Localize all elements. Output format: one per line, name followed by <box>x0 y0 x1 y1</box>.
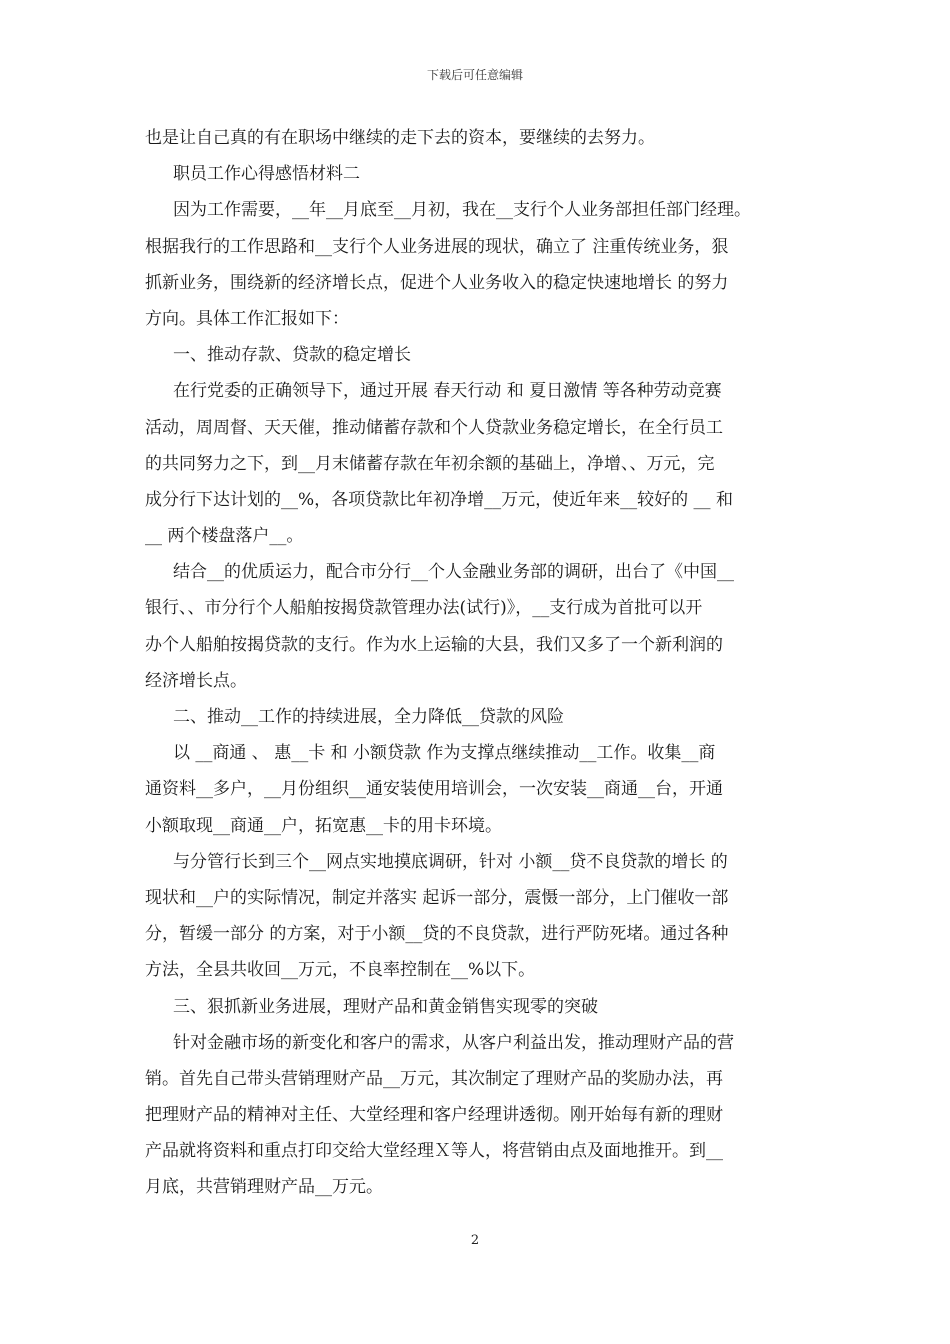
text-line: 的共同努力之下，到__月末储蓄存款在年初余额的基础上，净增、、万元，完 <box>145 453 715 474</box>
text-line: 抓新业务，围绕新的经济增长点，促进个人业务收入的稳定快速地增长 的努力 <box>145 272 729 293</box>
document-body <box>145 120 807 1206</box>
text-line: 通资料__多户，__月份组织__通安装使用培训会，一次安装__商通__台，开通 <box>145 779 723 800</box>
text-line: 银行、、市分行个人船舶按揭贷款管理办法(试行)》，__支行成为首批可以开 <box>145 598 703 619</box>
text-line: __ 两个楼盘落户__。 <box>145 526 304 547</box>
paragraph-start: 针对金融市场的新变化和客户的需求，从客户利益出发，推动理财产品的营 <box>173 1032 734 1053</box>
text-line: 月底，共营销理财产品__万元。 <box>145 1177 383 1198</box>
section-heading: 三、狠抓新业务进展，理财产品和黄金销售实现零的突破 <box>173 996 598 1017</box>
paragraph-start: 与分管行长到三个__网点实地摸底调研，针对 小额__贷不良贷款的增长 的 <box>173 851 728 872</box>
paragraph-start: 以 __商通 、 惠__卡 和 小额贷款 作为支撑点继续推动__工作。收集__商 <box>173 743 716 764</box>
text-line: 方向。具体工作汇报如下： <box>145 308 349 329</box>
text-line: 产品就将资料和重点打印交给大堂经理Ｘ等人，将营销由点及面地推开。到__ <box>145 1141 723 1162</box>
text-line: 小额取现__商通__户，拓宽惠__卡的用卡环境。 <box>145 815 502 836</box>
text-line: 现状和__户的实际情况，制定并落实 起诉一部分，震慑一部分，上门催收一部 <box>145 887 729 908</box>
text-line: 成分行下达计划的__%，各项贷款比年初净增__万元，使近年来__较好的 __ 和 <box>145 489 733 510</box>
text-line: 也是让自己真的有在职场中继续的走下去的资本，要继续的去努力。 <box>145 128 655 148</box>
text-line: 办个人船舶按揭贷款的支行。作为水上运输的大县，我们又多了一个新利润的 <box>145 634 723 655</box>
paragraph-start: 在行党委的正确领导下，通过开展 春天行动 和 夏日激情 等各种劳动竞赛 <box>173 381 722 402</box>
section-heading: 二、推动__工作的持续进展，全力降低__贷款的风险 <box>173 707 564 727</box>
text-line: 销。首先自己带头营销理财产品__万元，其次制定了理财产品的奖励办法，再 <box>145 1068 723 1089</box>
section-title: 职员工作心得感悟材料二 <box>173 164 360 185</box>
page-header: 下载后可任意编辑 <box>426 68 523 82</box>
text-line: 分，暂缓一部分 的方案，对于小额__贷的不良贷款，进行严防死堵。通过各种 <box>145 924 729 945</box>
text-line: 活动，周周督、天天催，推动储蓄存款和个人贷款业务稳定增长，在全行员工 <box>145 417 723 438</box>
text-line: 经济增长点。 <box>145 670 247 691</box>
text-line: 把理财产品的精神对主任、大堂经理和客户经理讲透彻。刚开始每有新的理财 <box>145 1105 723 1126</box>
text-line: 方法，全县共收回__万元，不良率控制在__%以下。 <box>145 960 536 981</box>
section-heading: 一、推动存款、贷款的稳定增长 <box>173 345 411 366</box>
paragraph-start: 结合__的优质运力，配合市分行__个人金融业务部的调研，出台了《中国__ <box>173 562 734 583</box>
page-number: 2 <box>470 1233 480 1248</box>
paragraph-start: 因为工作需要，__年__月底至__月初，我在__支行个人业务部担任部门经理。 <box>173 200 751 221</box>
text-line: 根据我行的工作思路和__支行个人业务进展的现状，确立了 注重传统业务，狠 <box>145 236 729 257</box>
